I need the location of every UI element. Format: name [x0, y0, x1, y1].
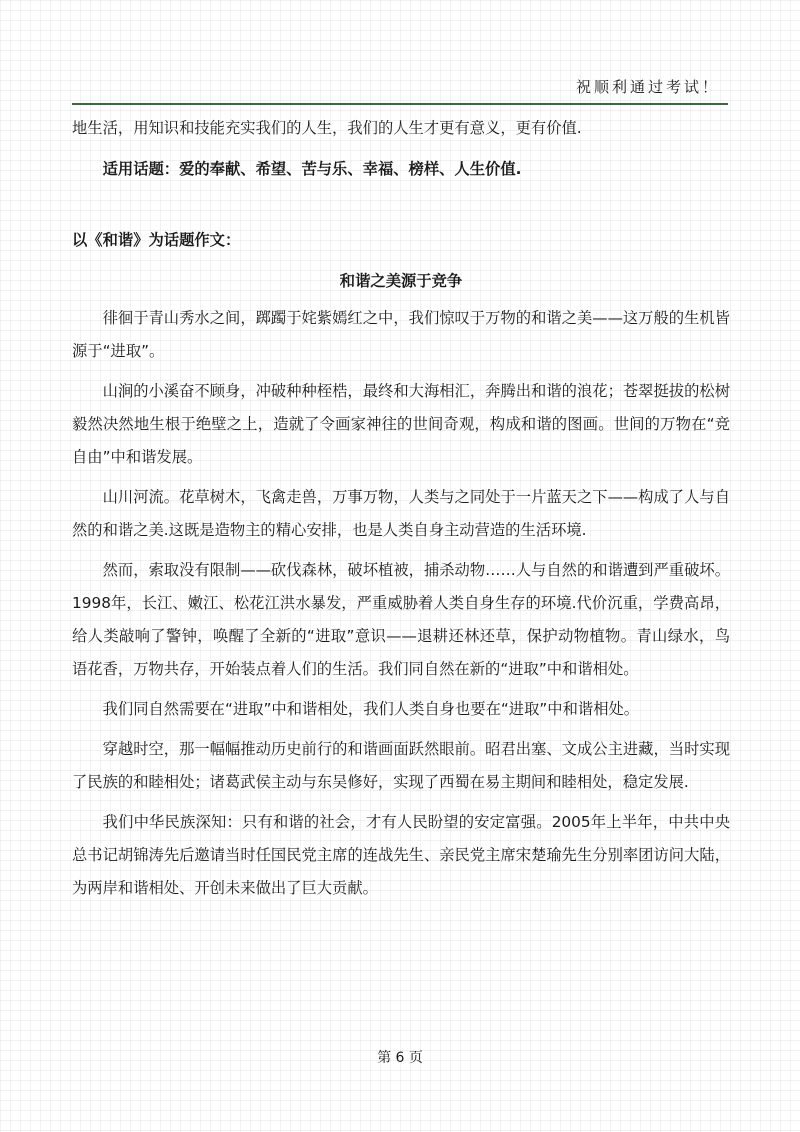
essay-paragraph: 山涧的小溪奋不顾身，冲破种种桎梏，最终和大海相汇，奔腾出和谐的浪花；苍翠挺拔的松树毅然决然地生根于绝壁之上，造就了令画家神往的世间奇观，构成和谐的图画。世间的万物在“竞自由”中和谐发展。	[72, 382, 730, 466]
document-body	[72, 112, 730, 905]
essay-body	[72, 302, 730, 905]
essay-paragraph: 我们同自然需要在“进取”中和谐相处，我们人类自身也要在“进取”中和谐相处。	[102, 700, 640, 718]
header-rule	[72, 103, 728, 105]
essay-paragraph: 然而，索取没有限制——砍伐森林，破坏植被，捕杀动物……人与自然的和谐遭到严重破坏。1998年，长江、嫩江、松花江洪水暴发，严重威胁着人类自身生存的环境.代价沉重，学费高昂，给人类敲响了警钟，唤醒了全新的“进取”意识——退耕还林还草，保护动物植物。青山绿水，鸟语花香，万物共存，开始装点着人们的生活。我们同自然在新的“进取”中和谐相处。	[72, 561, 730, 678]
essay-paragraph: 徘徊于青山秀水之间，踯躅于姹紫嫣红之中，我们惊叹于万物的和谐之美——这万般的生机皆源于“进取”。	[72, 309, 730, 360]
topics-line: 适用话题：爱的奉献、希望、苦与乐、幸福、榜样、人生价值.	[102, 160, 522, 178]
page-number: 第 6 页	[377, 1050, 423, 1066]
page-header	[72, 76, 728, 100]
essay-title: 和谐之美源于竞争	[339, 272, 463, 290]
header-text: 祝顺利通过考试！	[575, 78, 720, 96]
essay-prompt: 以《和谐》为话题作文：	[72, 231, 241, 249]
essay-paragraph: 穿越时空，那一幅幅推动历史前行的和谐画面跃然眼前。昭君出塞、文成公主进藏，当时实现了民族的和睦相处；诸葛武侯主动与东吴修好，实现了西蜀在易主期间和睦相处，稳定发展.	[72, 740, 730, 791]
essay-paragraph: 我们中华民族深知：只有和谐的社会，才有人民盼望的安定富强。2005年上半年，中共中央总书记胡锦涛先后邀请当时任国民党主席的连战先生、亲民党主席宋楚瑜先生分别率团访问大陆，为两岸和谐相处、开创未来做出了巨大贡献。	[72, 813, 730, 897]
section-spacer	[72, 186, 730, 224]
essay-paragraph: 山川河流。花草树木，飞禽走兽，万事万物，人类与之同处于一片蓝天之下——构成了人与自然的和谐之美.这既是造物主的精心安排，也是人类自身主动营造的生活环境.	[72, 488, 730, 539]
continuation-paragraph: 地生活，用知识和技能充实我们的人生，我们的人生才更有意义，更有价值.	[72, 119, 582, 137]
